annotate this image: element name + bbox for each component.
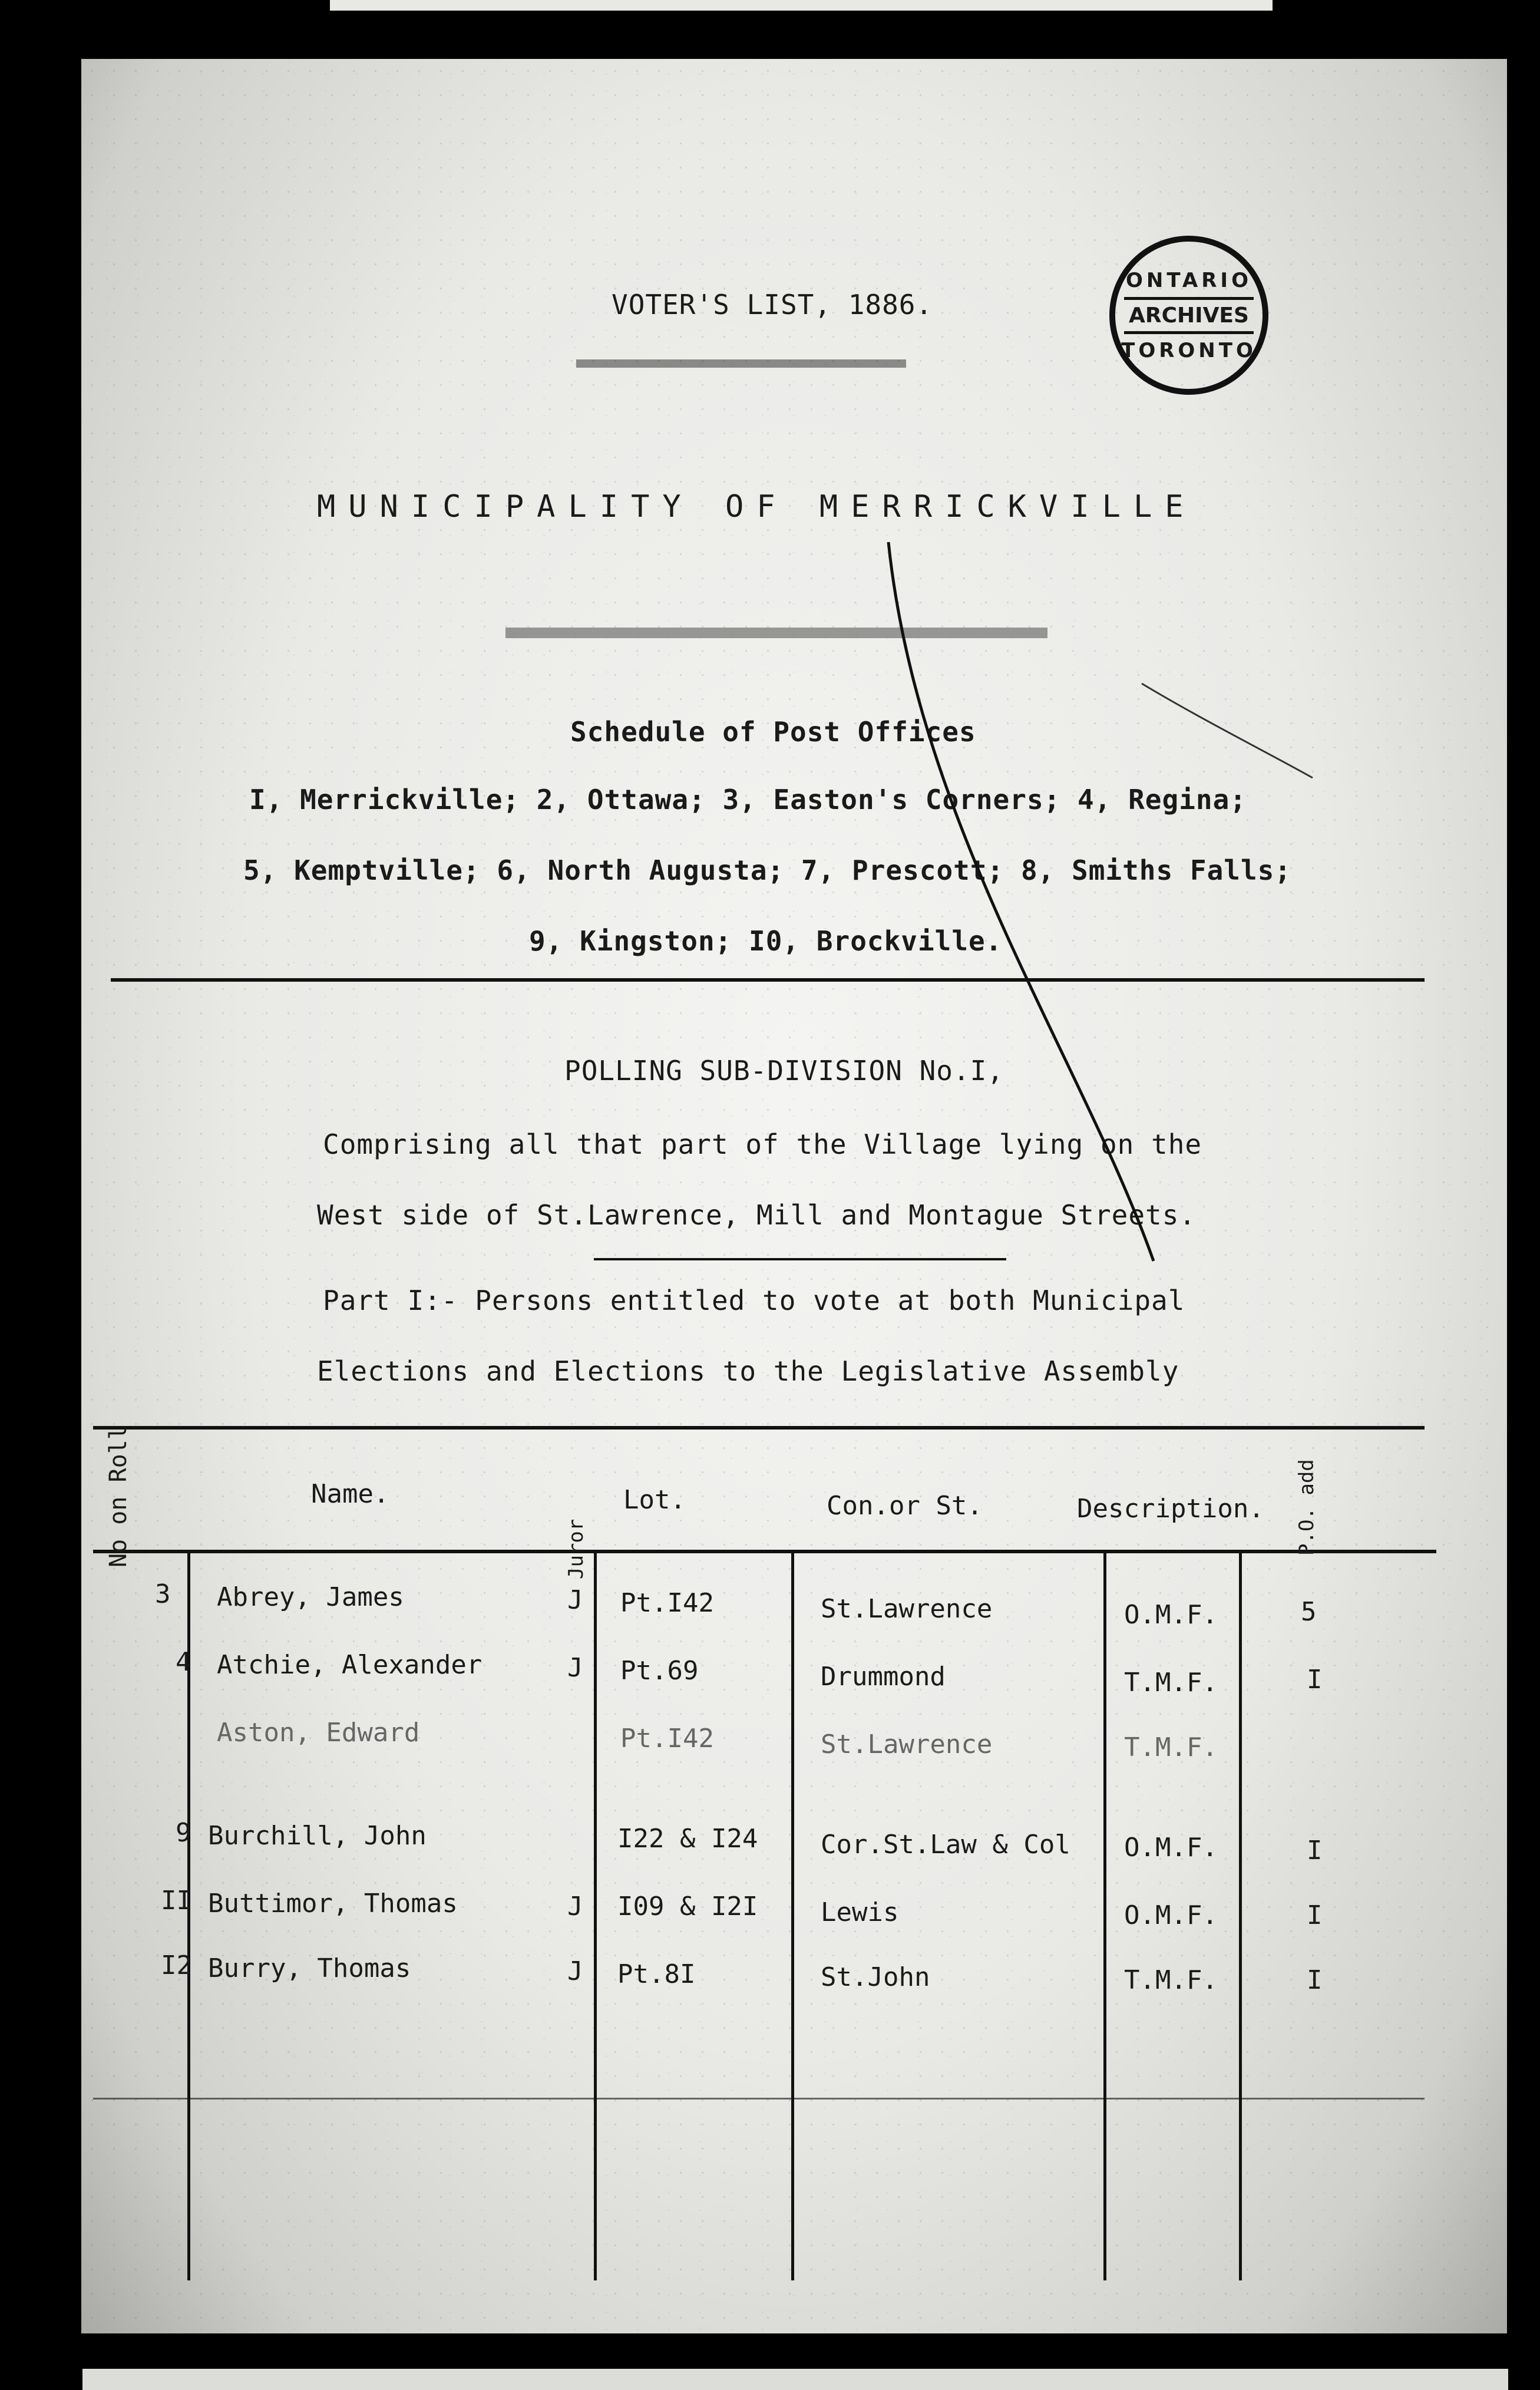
cell-name: Atchie, Alexander (217, 1650, 483, 1680)
cell-lot: Pt.69 (620, 1656, 699, 1686)
cell-lot: I09 & I2I (617, 1891, 758, 1922)
document-page (81, 59, 1507, 2333)
part-line-1: Part I:- Persons entitled to vote at both Municipal (323, 1285, 1185, 1316)
part-line-2: Elections and Elections to the Legislative Assembly (317, 1355, 1179, 1387)
comprising-line-1: Comprising all that part of the Village lying on the (323, 1128, 1202, 1160)
header-name: Name. (311, 1479, 389, 1509)
cell-roll: 9 (176, 1818, 191, 1848)
pen-stroke-small (1142, 684, 1313, 778)
bottom-page-edge (82, 2369, 1508, 2390)
cell-lot: I22 & I24 (617, 1824, 758, 1854)
cell-juror: J (567, 1585, 583, 1615)
header-juror: Juror (564, 1518, 588, 1579)
cell-roll: II (161, 1886, 192, 1916)
header-lot: Lot. (623, 1485, 686, 1515)
stamp-middle-text: ARCHIVES (1124, 297, 1254, 334)
cell-juror: J (567, 1956, 583, 1986)
list-title: VOTER'S LIST, 1886. (612, 289, 933, 321)
cell-juror: J (567, 1653, 583, 1683)
cell-desc: T.M.F. (1124, 1965, 1218, 1995)
cell-name: Abrey, James (217, 1582, 404, 1612)
cell-roll: I2 (161, 1950, 192, 1980)
schedule-line-1: I, Merrickville; 2, Ottawa; 3, Easton's Corners; 4, Regina; (249, 784, 1247, 816)
cell-desc: T.M.F. (1124, 1732, 1218, 1762)
stamp-top-text: ONTARIO (1126, 268, 1252, 292)
cell-lot: Pt.8I (617, 1959, 696, 1989)
cell-desc: T.M.F. (1124, 1668, 1218, 1698)
cell-po: I (1307, 1836, 1323, 1866)
header-description: Description. (1077, 1494, 1264, 1524)
schedule-heading: Schedule of Post Offices (570, 716, 976, 748)
comprising-line-2: West side of St.Lawrence, Mill and Montague Streets. (317, 1199, 1197, 1231)
cell-po: 5 (1301, 1597, 1317, 1627)
cell-name: Aston, Edward (217, 1718, 420, 1748)
stamp-bottom-text: TORONTO (1121, 338, 1257, 362)
schedule-line-3: 9, Kingston; I0, Brockville. (529, 925, 1003, 957)
cell-po: I (1307, 1665, 1323, 1695)
pen-stroke-drawing (81, 59, 1507, 2333)
cell-con: Drummond (821, 1662, 946, 1692)
schedule-line-2: 5, Kemptville; 6, North Augusta; 7, Prescott; 8, Smiths Falls; (243, 854, 1292, 886)
cell-roll: 4 (176, 1647, 191, 1677)
cell-po: I (1307, 1965, 1323, 1995)
cell-desc: O.M.F. (1124, 1900, 1218, 1930)
cell-desc: O.M.F. (1124, 1833, 1218, 1863)
cell-name: Buttimor, Thomas (208, 1889, 458, 1919)
cell-con: Lewis (821, 1897, 899, 1927)
cell-con: St.John (821, 1962, 930, 1992)
cell-lot: Pt.I42 (620, 1588, 714, 1618)
cell-juror: J (567, 1891, 583, 1922)
pen-stroke (888, 542, 1154, 1261)
header-con: Con.or St. (827, 1491, 983, 1521)
header-po: P.O. add (1295, 1459, 1318, 1556)
polling-heading: POLLING SUB-DIVISION No.I, (564, 1055, 1004, 1087)
cell-desc: O.M.F. (1124, 1600, 1218, 1630)
header-roll: No on Roll (105, 1425, 132, 1567)
cell-name: Burry, Thomas (208, 1953, 411, 1983)
cell-con: St.Lawrence (821, 1594, 993, 1624)
cell-po: I (1307, 1900, 1323, 1930)
cell-roll: 3 (155, 1579, 171, 1609)
municipality-heading: MUNICIPALITY OF MERRICKVILLE (317, 489, 1197, 524)
cell-con: Cor.St.Law & Col (821, 1830, 1070, 1860)
cell-con: St.Lawrence (821, 1729, 993, 1760)
top-page-edge (330, 0, 1273, 11)
cell-lot: Pt.I42 (620, 1724, 714, 1754)
cell-name: Burchill, John (208, 1821, 427, 1851)
